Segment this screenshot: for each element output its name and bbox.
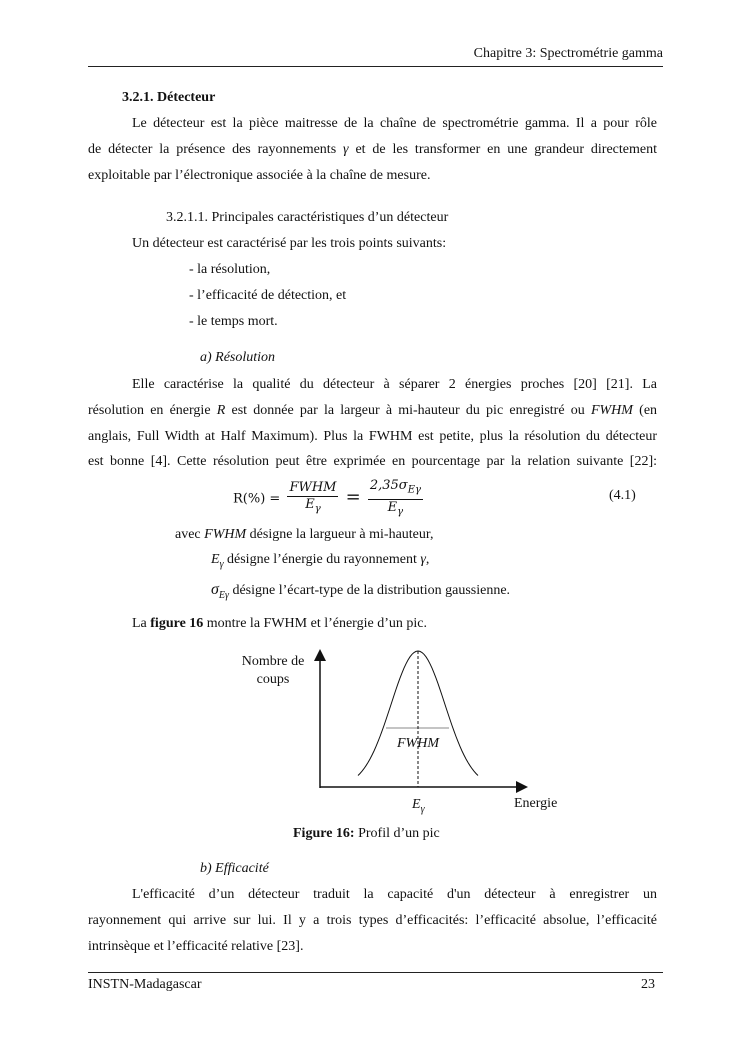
fwhm-label: FWHM: [397, 736, 439, 751]
running-header: Chapitre 3: Spectrométrie gamma: [473, 46, 663, 61]
symbol: σ: [211, 581, 219, 598]
equation-number: (4.1): [609, 488, 636, 503]
efficacite-heading: b) Efficacité: [200, 861, 269, 876]
caption-text: Profil d’un pic: [358, 826, 440, 841]
paragraph-line: exploitable par l’électronique associée à la chaîne de mesure.: [88, 168, 431, 183]
symbol: R: [216, 403, 226, 418]
footer-rule: [88, 972, 663, 973]
subscript: γ: [420, 803, 425, 815]
paragraph-line: Elle caractérise la qualité du détecteur à séparer 2 énergies proches [20] [21]. La: [132, 377, 657, 392]
section-heading: 3.2.1. Détecteur: [122, 90, 216, 105]
figure-ref-bold: figure 16: [150, 616, 204, 631]
paragraph-line: L'efficacité d’un détecteur traduit la capacité d'un détecteur à enregistrer un: [132, 887, 657, 902]
text: coups: [256, 672, 290, 687]
numerator: 2,35σ: [369, 478, 408, 493]
subscript: Eγ: [218, 589, 229, 601]
denominator: E: [387, 499, 398, 515]
text: montre la FWHM et l’énergie d’un pic.: [206, 616, 427, 631]
subscript: Eγ: [407, 484, 421, 496]
symbol: E: [412, 797, 421, 812]
symbol: γ: [420, 552, 426, 567]
subscript: γ: [219, 558, 224, 570]
caption-label: Figure 16:: [293, 826, 355, 841]
paragraph-line: intrinsèque et l’efficacité relative [23].: [88, 939, 304, 954]
paragraph-line: rayonnement qui arrive sur lui. Il y a trois types d’efficacités: l’efficacité absolue, l’efficacité: [88, 913, 657, 928]
x-axis-label: Energie: [514, 796, 558, 811]
intro-text: Un détecteur est caractérisé par les trois points suivants:: [132, 236, 447, 251]
gamma-symbol: γ: [343, 142, 349, 157]
text: (en: [639, 403, 658, 418]
paragraph-line: est bonne [4]. Cette résolution peut être exprimée en pourcentage par la relation suivante [22]:: [88, 454, 657, 469]
list-item: - le temps mort.: [189, 314, 278, 329]
equals: =: [345, 486, 361, 508]
text: de détecter la présence des rayonnements: [88, 142, 337, 157]
symbol: E: [211, 552, 220, 567]
page-number: 23: [641, 977, 655, 992]
list-item: - l’efficacité de détection, et: [189, 288, 347, 303]
figure-caption: [293, 825, 440, 843]
text: désigne la largueur à mi-hauteur,: [249, 527, 434, 542]
subsection-heading: 3.2.1.1. Principales caractéristiques d’un détecteur: [166, 210, 449, 225]
denominator: E: [305, 497, 315, 513]
paragraph-line: Le détecteur est la pièce maitresse de la chaîne de spectrométrie gamma. Il a pour rôle: [132, 116, 657, 131]
text: désigne l’écart-type de la distribution gaussienne.: [232, 583, 511, 598]
paragraph-line: anglais, Full Width at Half Maximum). Plus la FWHM est petite, plus la résolution du détecteur: [88, 429, 657, 444]
numerator: FWHM: [289, 480, 337, 496]
subscript: γ: [397, 506, 404, 518]
center-energy-label: [412, 796, 425, 819]
symbol: FWHM: [204, 527, 247, 542]
text: et de les transformer en une grandeur directement: [355, 142, 657, 157]
subscript: γ: [314, 503, 321, 515]
equation-lhs: R(%) =: [233, 491, 281, 507]
text: est donnée par la largeur à mi-hauteur du pic enregistré ou: [231, 403, 585, 418]
list-item: - la résolution,: [189, 262, 271, 277]
text: résolution en énergie: [88, 403, 211, 418]
text: avec: [175, 527, 201, 542]
text: désigne l’énergie du rayonnement: [227, 552, 417, 567]
definition-line: $E_\gamma$ désigne l’énergie du rayonnement γ,: [211, 552, 430, 570]
text: La: [132, 616, 147, 631]
footer-institution: INSTN-Madagascar: [88, 977, 202, 992]
resolution-heading: a) Résolution: [200, 350, 276, 365]
symbol: FWHM: [590, 403, 633, 418]
text: Nombre de: [241, 654, 305, 669]
